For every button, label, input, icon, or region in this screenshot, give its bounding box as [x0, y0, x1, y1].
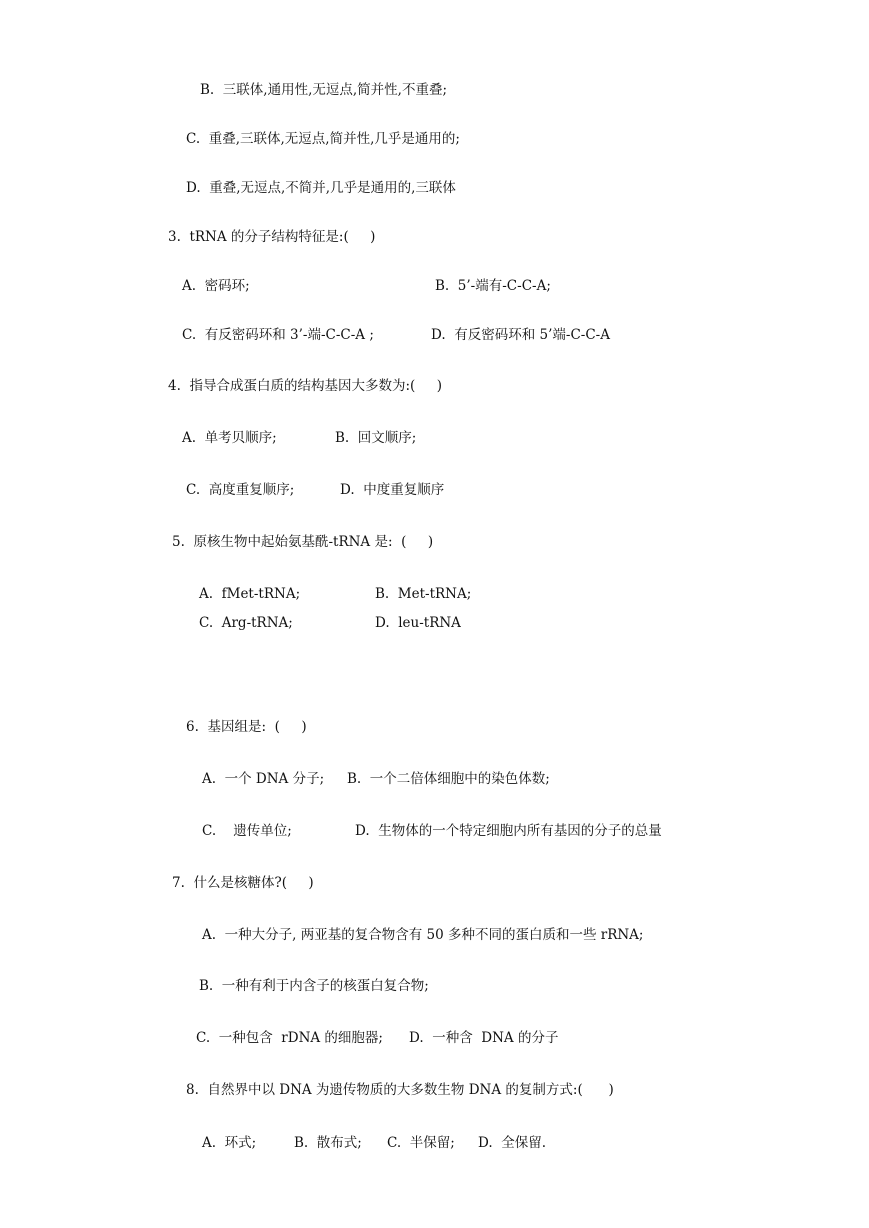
q5-option-c: C. Arg-tRNA; — [199, 615, 293, 631]
q2-option-c: C. 重叠,三联体,无逗点,简并性,几乎是通用的; — [186, 131, 460, 147]
q2-option-b: B. 三联体,通用性,无逗点,简并性,不重叠; — [200, 82, 448, 98]
q3-option-a: A. 密码环; — [182, 278, 250, 294]
q3-option-d: D. 有反密码环和 5’端-C-C-A — [431, 327, 610, 343]
q4-option-d: D. 中度重复顺序 — [340, 482, 445, 498]
q8-option-d: D. 全保留. — [478, 1135, 547, 1151]
q3-option-b: B. 5’-端有-C-C-A; — [435, 278, 551, 294]
q6-stem: 6. 基因组是: ( ) — [186, 719, 307, 735]
q6-option-a: A. 一个 DNA 分子; — [202, 771, 325, 787]
q5-option-b: B. Met-tRNA; — [375, 586, 472, 602]
q7-stem: 7. 什么是核糖体?( ) — [172, 875, 314, 891]
q4-option-a: A. 单考贝顺序; — [182, 430, 277, 446]
q8-option-a: A. 环式; — [202, 1135, 257, 1151]
q8-option-c: C. 半保留; — [387, 1135, 455, 1151]
q7-option-d: D. 一种含 DNA 的分子 — [409, 1030, 559, 1046]
q8-option-b: B. 散布式; — [294, 1135, 362, 1151]
q6-option-b: B. 一个二倍体细胞中的染色体数; — [347, 771, 550, 787]
q6-option-d: D. 生物体的一个特定细胞内所有基因的分子的总量 — [355, 823, 662, 839]
q5-option-d: D. leu-tRNA — [375, 615, 461, 631]
q7-option-b: B. 一种有利于内含子的核蛋白复合物; — [199, 978, 429, 994]
q5-option-a: A. fMet-tRNA; — [199, 586, 301, 602]
q7-option-c: C. 一种包含 rDNA 的细胞器; — [196, 1030, 383, 1046]
q6-option-c: C. 遗传单位; — [202, 823, 292, 839]
q5-stem: 5. 原核生物中起始氨基酰-tRNA 是: ( ) — [172, 534, 434, 550]
q3-stem: 3. tRNA 的分子结构特征是:( ) — [168, 229, 376, 245]
q4-option-c: C. 高度重复顺序; — [186, 482, 295, 498]
q7-option-a: A. 一种大分子, 两亚基的复合物含有 50 多种不同的蛋白质和一些 rRNA; — [202, 927, 644, 943]
q2-option-d: D. 重叠,无逗点,不简并,几乎是通用的,三联体 — [186, 180, 456, 196]
q4-option-b: B. 回文顺序; — [335, 430, 417, 446]
q3-option-c: C. 有反密码环和 3’-端-C-C-A ; — [182, 327, 374, 343]
q8-stem: 8. 自然界中以 DNA 为遗传物质的大多数生物 DNA 的复制方式:( ) — [186, 1082, 614, 1098]
q4-stem: 4. 指导合成蛋白质的结构基因大多数为:( ) — [168, 378, 443, 394]
